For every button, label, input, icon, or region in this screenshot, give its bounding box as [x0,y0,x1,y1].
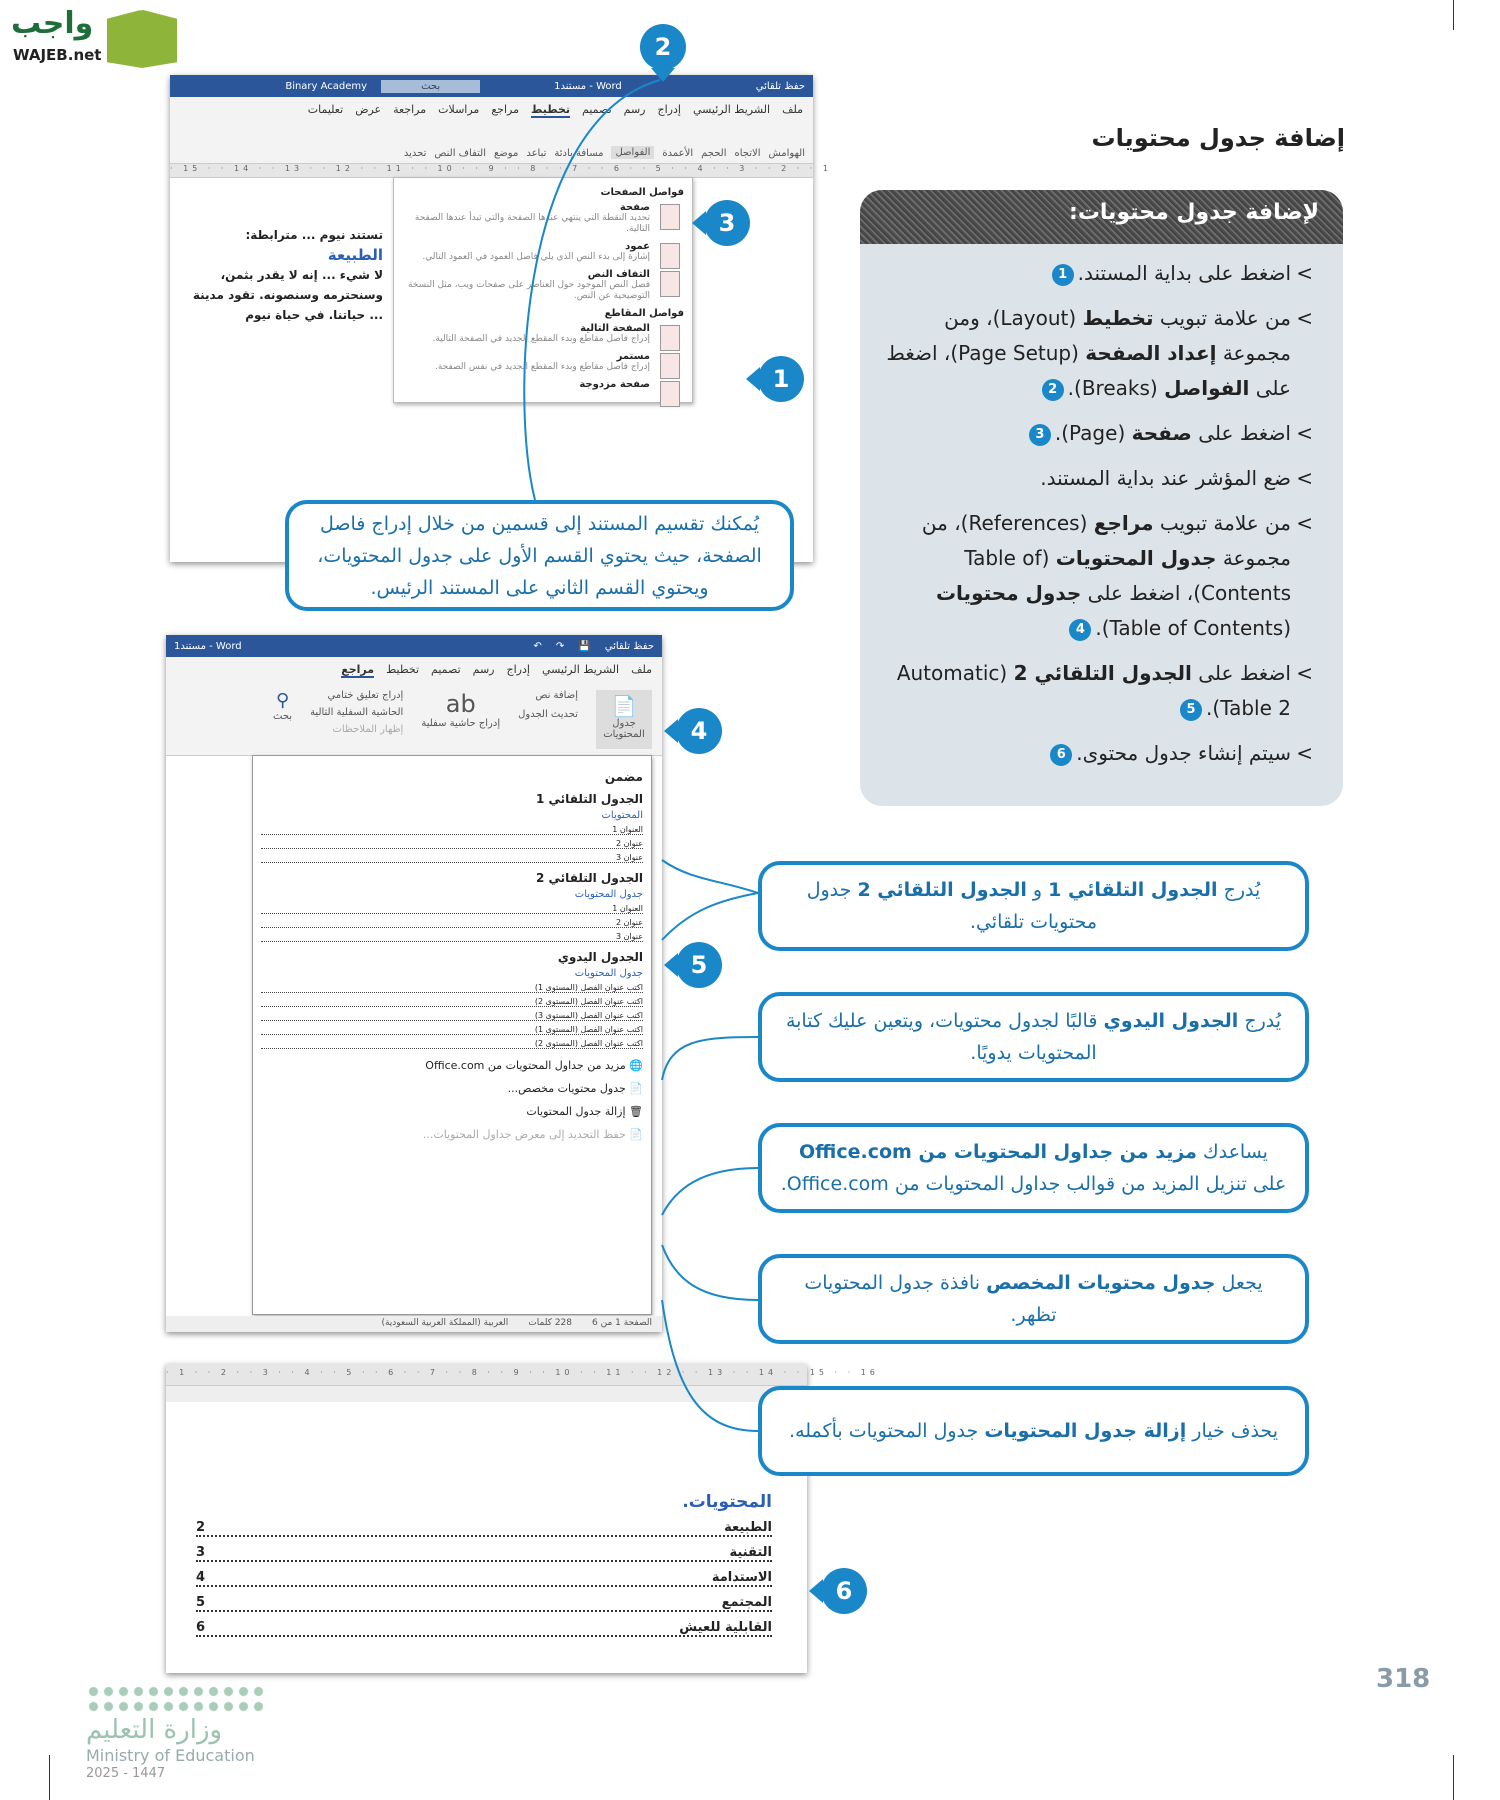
menu-section: فواصل الصفحات [600,187,684,198]
tab[interactable]: إدراج [657,103,681,116]
gallery-remove-item[interactable] [261,1105,643,1118]
step-text: (Page Setup)، اضغط على [886,341,1291,400]
callout-section-break [285,500,794,611]
step-text: (Table of Contents)، اضغط على [964,546,1291,605]
insert-footnote-button[interactable]: إدراج حاشية سفلية [421,718,501,729]
gallery-builtin: مضمن [604,770,643,784]
menu-item-title: صفحة [619,202,650,213]
menu-item-desc: فصل النص الموجود حول العناصر على صفحات ويب، مثل النسخة التوضيحية عن النص. [407,280,650,301]
step-number-badge: 6 [1050,744,1072,766]
menu-item-desc: إشارة إلى بدء النص الذي يلي فاصل العمود في العمود التالي. [422,252,650,262]
add-text-button[interactable]: إضافة نص [535,690,578,701]
tab[interactable]: تخطيط [386,663,420,676]
step-text: من علامة تبويب [1153,306,1291,330]
search-box[interactable]: بحث [381,80,480,93]
toc-row [261,932,643,942]
gallery-custom-item[interactable] [261,1082,643,1095]
menu-item-title: مستمر [616,351,650,362]
toc-row-title: اكتب عنوان الفصل (المستوى 1) [534,1025,643,1034]
toc-row [261,1011,643,1021]
callout-bold: مزيد من جداول المحتويات من Office.com [799,1141,1197,1163]
update-table-button[interactable]: تحديث الجدول [518,709,578,720]
menu-item-2[interactable] [402,269,684,302]
callout-3 [758,1123,1309,1213]
toc-option-title: الجدول التلقائي 2 [536,871,643,885]
status-bar [166,1316,662,1332]
ribbon-button[interactable]: الفواصل [611,146,654,159]
globe-icon: 🌐 [625,1059,643,1072]
wajeb-logo [11,6,191,68]
step-badge-6: 6 [821,1568,867,1614]
tab[interactable]: تصميم [582,103,612,116]
word-screenshot-references [166,635,662,1332]
step-text: (Automatic Table 2). [896,661,1291,720]
step-text: اضغط على [1191,421,1291,445]
menu-item-1[interactable] [402,241,684,263]
toc-button[interactable] [596,690,652,749]
menu-item-5[interactable] [402,379,684,390]
step-badge-5: 5 [676,942,722,988]
tab[interactable]: ملف [782,103,803,116]
ribbon-button[interactable]: تباعد [526,148,547,159]
ministry-year: 2025 - 1447 [86,1766,166,1781]
toc-entry-page: 4 [196,1570,206,1585]
generated-toc [166,1402,807,1637]
ribbon-tabs [170,97,813,124]
callout-text: جدول المحتويات بأكمله. [789,1420,985,1442]
toc-entry [196,1595,772,1612]
step-number-badge: 2 [1042,379,1064,401]
callout-bold: الجدول اليدوي [1103,1010,1239,1032]
doc-heading: الطبيعة [327,246,383,264]
account-name: Binary Academy [285,80,368,92]
callout-text: يُمكنك تقسيم المستند إلى قسمين من خلال إدراج فاصل الصفحة، حيث يحتوي القسم الأول على جدول المحتويات، ويحتوي القسم الثاني على المستند الرئيس. [317,512,762,599]
toc-option-label: المحتويات [601,810,643,821]
toc-row [261,997,643,1007]
menu-item-desc: إدراج فاصل مقاطع وبدء المقطع الجديد في نفس الصفحة. [434,362,650,372]
undo-icon[interactable]: ↶ [533,640,542,652]
menu-item-title: الصفحة التالية [580,323,650,334]
toc-entry-page: 2 [196,1520,206,1535]
ministry-english: Ministry of Education [86,1746,255,1765]
callout-text: نافذة جدول المحتويات تظهر. [804,1272,1057,1326]
step-item [880,301,1313,406]
step-text: سيتم إنشاء جدول محتوى. [1076,741,1291,765]
callout-bold: الجدول التلقائي 2 [857,879,1027,901]
title-bar [166,635,662,657]
logo-arabic: واجب [11,6,94,41]
step-item [880,736,1313,771]
toc-row-title: اكتب عنوان الفصل (المستوى 1) [534,983,643,992]
callout-bold: الجدول التلقائي 1 [1048,879,1218,901]
callout-text: على تنزيل المزيد من قوالب جداول المحتويات من Office.com. [780,1173,1287,1195]
ribbon-button[interactable]: تحديد [403,148,427,159]
step-text: (Layout)، ومن مجموعة [944,306,1291,365]
toc-entry [196,1545,772,1562]
tab[interactable]: إدراج [506,663,530,676]
document-title: Word - مستند1 [174,640,242,652]
ministry-dots-icon [86,1684,266,1714]
toc-entry-title: الطبيعة [724,1520,772,1535]
callout-text: يُدرج [1238,1010,1282,1032]
status-words: 228 كلمات [528,1318,573,1328]
tab[interactable]: رسم [472,663,495,676]
ribbon-button[interactable]: الاتجاه [734,148,761,159]
step-badge-1: 1 [758,356,804,402]
toc-row-title: عنوان 3 [615,932,643,941]
callout-text: و [1026,879,1049,901]
step-text: (References)، من مجموعة [921,511,1291,570]
toc-row-title: عنوان 2 [615,918,643,927]
tab[interactable]: تخطيط [530,103,571,116]
ribbon-button[interactable]: الحجم [701,148,727,159]
toc-row [261,1039,643,1049]
gallery-save-item [261,1128,643,1141]
document-icon: 📄 [625,1082,643,1095]
tab[interactable]: تصميم [431,663,461,676]
toc-entry [196,1620,772,1637]
toc-option[interactable] [261,950,643,1049]
step-text: (Breaks). [1067,376,1165,400]
callout-text: يُدرج [1217,879,1261,901]
ribbon [170,124,813,164]
tab[interactable]: الشريط الرئيسي [692,103,771,116]
toc-row-title: العنوان 1 [612,904,643,913]
tab[interactable]: مراسلات [438,103,480,116]
redo-icon[interactable]: ↷ [555,640,565,652]
title-bar [170,75,813,97]
gallery-item-label: جدول محتويات مخصص... [507,1082,626,1095]
breaks-dropdown [393,177,693,403]
toc-entry-page: 3 [196,1545,206,1560]
ribbon-button[interactable]: التفاف النص [434,148,486,159]
page-number: 318 [1376,1664,1431,1694]
tab[interactable]: مراجع [491,103,519,116]
toc-row-title: عنوان 2 [615,839,643,848]
step-bold: جدول المحتويات [1055,546,1217,570]
toc-row [261,904,643,914]
menu-section: فواصل المقاطع [604,308,684,319]
callout-bold: جدول محتويات المخصص [986,1272,1216,1294]
instructions-panel [860,190,1343,806]
step-text: اضغط على بداية المستند. [1077,261,1291,285]
menu-item-desc: إدراج فاصل مقاطع وبدء المقطع الجديد في الصفحة التالية. [432,334,650,344]
step-badge-4: 4 [676,708,722,754]
ribbon-button[interactable]: مسافة بادئة [554,148,604,159]
toc-entry [196,1520,772,1537]
toc-row-title: اكتب عنوان الفصل (المستوى 2) [534,1039,643,1048]
callout-text: يجعل [1215,1272,1263,1294]
toc-option[interactable] [261,871,643,942]
callout-4 [758,1254,1309,1344]
tab[interactable]: ملف [631,663,652,676]
save-icon[interactable]: 💾 [578,640,591,652]
menu-item-desc: تحديد النقطة التي ينتهي عندها الصفحة والتي تبدأ عندها الصفحة التالية. [414,213,650,234]
book-icon [107,10,177,68]
ruler: · 1 · · 2 · · 3 · · 4 · · 5 · · 6 · · 7 · · 8 · · 9 · · 10 · · 11 · · 12 · · 13 · · 14 · · 15 · · 16 [166,1364,807,1386]
ribbon-button[interactable]: موضع [493,148,519,159]
toc-label: جدول المحتويات [603,718,645,740]
step-bold: تخطيط [1082,306,1154,330]
toc-option-label: جدول المحتويات [574,889,643,900]
step-text: (Table of Contents). [1095,616,1291,640]
toc-heading: المحتويات. [682,1492,772,1512]
callout-1 [758,861,1309,951]
tab[interactable]: عرض [355,103,382,116]
menu-item-4[interactable] [402,351,684,373]
step-bold: الجدول التلقائي 2 [1013,661,1192,685]
callout-text: يساعدك [1196,1141,1268,1163]
menu-item-title: عمود [625,241,650,252]
step-bold: الفواصل [1164,376,1250,400]
remove-document-icon: 🗑 [625,1105,643,1118]
toc-row [261,918,643,928]
toc-entry-title: التقنية [729,1545,772,1560]
menu-item-0[interactable] [402,202,684,235]
step-item [880,506,1313,646]
callout-bold: إزالة جدول المحتويات [984,1420,1187,1442]
toc-option-label: جدول المحتويات [574,968,643,979]
gallery-item-label: مزيد من جداول المحتويات من Office.com [425,1059,626,1072]
word-screenshot-layout [170,75,832,562]
toc-row-title: اكتب عنوان الفصل (المستوى 2) [534,997,643,1006]
ruler: · 15 · · 14 · · 13 · · 12 · · 11 · · 10 · · 9 · · 8 · · 7 · · 6 · · 5 · · 4 · · 3 · · 2 · · 1 [170,164,813,178]
step-text: ضع المؤشر عند بداية المستند. [1040,466,1291,490]
ribbon-button[interactable]: الهوامش [768,148,805,159]
step-number-badge: 3 [1029,424,1051,446]
ministry-logo [86,1684,276,1796]
status-language: العربية (المملكة العربية السعودية) [381,1318,509,1328]
toc-entry-title: القابلية للعيش [679,1620,772,1635]
toc-option[interactable] [261,792,643,863]
step-number-badge: 4 [1069,619,1091,641]
step-badge-3: 3 [704,200,750,246]
callout-5 [758,1386,1309,1476]
toc-option-title: الجدول التلقائي 1 [536,792,643,806]
autosave-label: حفظ تلقائي [755,80,805,92]
step-item [880,656,1313,726]
callout-text: قالبًا لجدول محتويات، ويتعين عليك كتابة المحتويات يدويًا. [785,1010,1104,1064]
tab[interactable]: مراجعة [393,103,427,116]
toc-row [261,1025,643,1035]
callout-text: جدول محتويات تلقائي. [806,879,1098,933]
callout-2 [758,992,1309,1082]
status-page: الصفحة 1 من 6 [592,1318,652,1328]
toc-entry [196,1570,772,1587]
toc-row-title: اكتب عنوان الفصل (المستوى 3) [534,1011,643,1020]
next-footnote-button[interactable]: الحاشية السفلية التالية [310,707,404,718]
toc-entry-page: 5 [196,1595,206,1610]
toc-gallery [252,755,652,1315]
tab[interactable]: مراجع [341,663,375,676]
toc-row [261,825,643,835]
autosave-label: حفظ تلقائي [604,640,654,652]
toc-icon: 📄 [611,694,637,718]
callout-text: يحذف خيار [1186,1420,1278,1442]
step-number-badge: 1 [1052,264,1074,286]
document-body [178,225,383,325]
toc-entry-title: المجتمع [721,1595,772,1610]
tab[interactable]: رسم [623,103,646,116]
step-item [880,256,1313,291]
toc-row-title: عنوان 3 [615,853,643,862]
step-text: من علامة تبويب [1153,511,1291,535]
toc-entry-page: 6 [196,1620,206,1635]
word-screenshot-result [166,1364,879,1673]
page-title: إضافة جدول محتويات [1091,124,1345,152]
step-bold: جدول محتويات [935,581,1082,605]
gallery-item-label: حفظ التحديد إلى معرض جداول المحتويات... [422,1128,626,1141]
doc-line: تستند نيوم ... مترابطة: [245,228,383,242]
step-number-badge: 5 [1180,699,1202,721]
step-item [880,461,1313,496]
doc-line: ... حياتنا. في حياة نيوم [245,308,383,322]
footnote-icon: ab [445,690,476,718]
menu-item-3[interactable] [402,323,684,345]
toc-option-title: الجدول اليدوي [557,950,643,964]
crop-mark [1453,0,1454,30]
toc-row [261,839,643,849]
logo-english: WAJEB.net [13,46,102,64]
menu-item-title: صفحة مزدوجة [579,379,650,390]
tab[interactable]: الشريط الرئيسي [541,663,620,676]
toc-row [261,853,643,863]
document-title: Word - مستند1 [554,80,622,92]
crop-mark [49,1755,50,1800]
save-selection-icon: 📄 [625,1128,643,1141]
search-icon: ⚲ [275,690,290,711]
show-notes-button[interactable]: إظهار الملاحظات [332,724,404,735]
instructions-heading: لإضافة جدول محتويات: [860,190,1343,244]
step-bold: صفحة [1131,421,1192,445]
tab[interactable]: تعليمات [307,103,344,116]
gallery-item-label: إزالة جدول المحتويات [526,1105,626,1118]
toc-entry-title: الاستدامة [711,1570,772,1585]
steps-list [860,244,1343,771]
ministry-arabic: وزارة التعليم [86,1715,223,1745]
toc-row-title: العنوان 1 [612,825,643,834]
doc-line: لا شيء ... إنه لا يقدر بثمن، وسنحترمه وسنصونه. تقود مدينة [192,268,383,302]
step-bold: مراجع [1093,511,1154,535]
step-item [880,416,1313,451]
step-badge-2: 2 [640,24,686,70]
step-text: اضغط على [1191,661,1291,685]
ribbon-button[interactable]: الأعمدة [662,148,694,159]
toc-row [261,983,643,993]
step-bold: إعداد الصفحة [1085,341,1217,365]
ribbon [166,684,662,756]
insert-endnote-button[interactable]: إدراج تعليق ختامي [327,690,404,701]
search-button[interactable]: بحث [273,711,293,722]
step-text: (Page). [1054,421,1132,445]
ribbon-tabs [166,657,662,684]
menu-item-title: التفاف النص [587,269,650,280]
gallery-more-item[interactable] [261,1059,643,1072]
crop-mark [1453,1755,1454,1800]
